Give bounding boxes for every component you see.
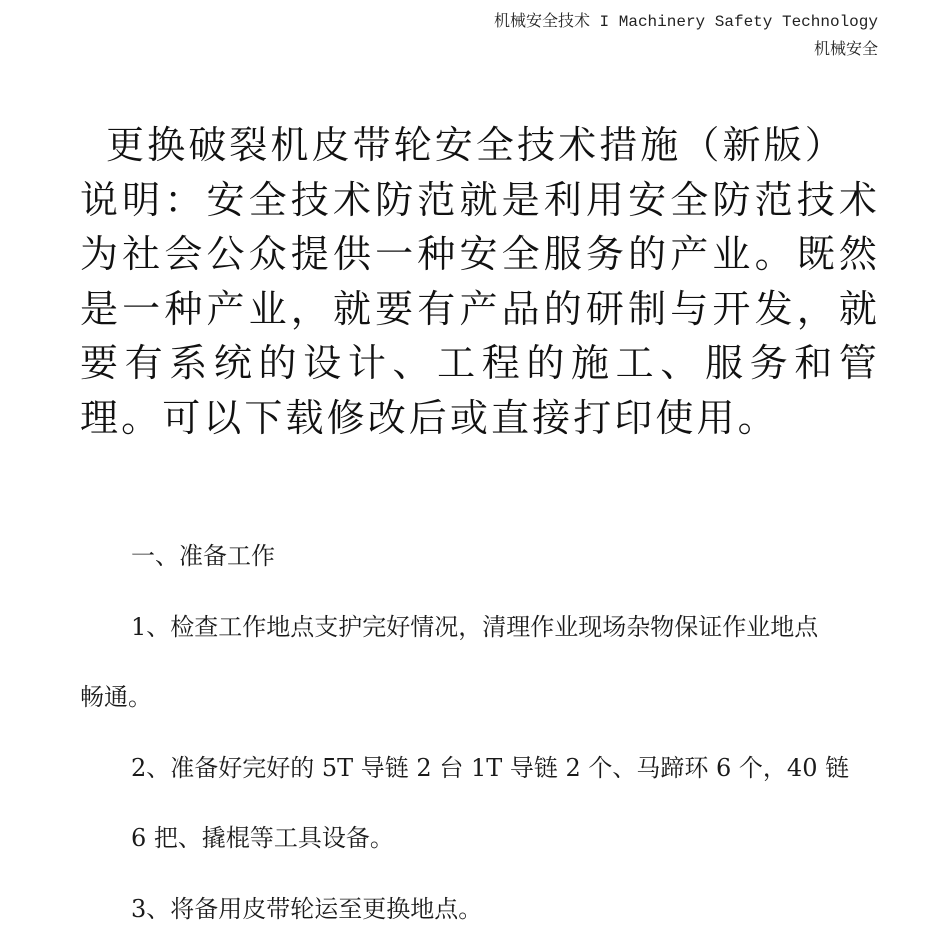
list-item-2-line-a: 2、准备好完好的 5T 导链 2 台 1T 导链 2 个、马蹄环 6 个，40 链 (131, 754, 850, 782)
list-item-3-line-a: 3、将备用皮带轮运至更换地点。 (131, 895, 483, 923)
list-item-1-line-b: 畅通。 (80, 683, 152, 711)
document-description: 说明：安全技术防范就是利用安全防范技术为社会公众提供一种安全服务的产业。既然是一种产业，就要有产品的研制与开发，就要有系统的设计、工程的施工、服务和管理。可以下载修改后或直接打印使用。 (80, 177, 880, 440)
section-heading: 一、准备工作 (131, 542, 275, 570)
list-item-1-line-a: 1、检查工作地点支护完好情况，清理作业现场杂物保证作业地点 (131, 613, 819, 641)
document-title: 更换破裂机皮带轮安全技术措施（新版） (106, 123, 846, 167)
title-block (80, 118, 880, 445)
header-line-1: 机械安全技术 I Machinery Safety Technology (493, 13, 878, 31)
header-line-2: 机械安全 (813, 41, 878, 59)
list-item-2-line-b: 6 把、撬棍等工具设备。 (131, 824, 394, 852)
running-header (494, 8, 878, 64)
